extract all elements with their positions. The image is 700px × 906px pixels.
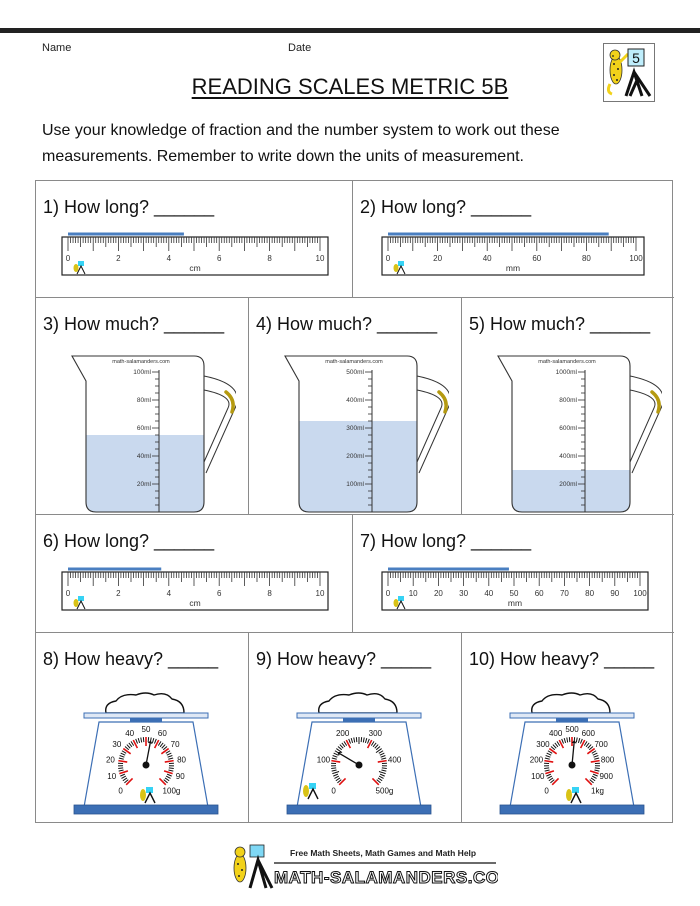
svg-text:10: 10 — [315, 254, 325, 263]
svg-text:50: 50 — [141, 725, 151, 734]
svg-text:800: 800 — [600, 755, 615, 765]
name-label: Name — [42, 42, 72, 54]
svg-text:cm: cm — [189, 263, 201, 273]
svg-text:100g: 100g — [162, 786, 181, 796]
question-1 — [36, 181, 353, 298]
svg-text:0: 0 — [65, 589, 71, 598]
svg-text:MATH-SALAMANDERS.COM: MATH-SALAMANDERS.COM — [274, 868, 498, 887]
svg-text:30: 30 — [459, 589, 469, 598]
scale-pan — [510, 713, 634, 718]
svg-text:cm: cm — [189, 598, 201, 608]
svg-text:8: 8 — [267, 254, 272, 263]
ruler-mm — [380, 566, 650, 612]
svg-text:70: 70 — [170, 739, 180, 749]
svg-text:30: 30 — [112, 739, 122, 749]
svg-text:200: 200 — [335, 728, 350, 738]
svg-text:200ml: 200ml — [346, 453, 364, 460]
svg-text:8: 8 — [267, 589, 272, 598]
salamander-icon — [234, 847, 246, 882]
question-prompt: 4) How much? ______ — [256, 314, 438, 334]
question-prompt: 6) How long? ______ — [43, 531, 215, 551]
svg-text:20ml: 20ml — [136, 481, 151, 488]
svg-text:0: 0 — [385, 254, 391, 263]
question-prompt: 2) How long? ______ — [360, 197, 532, 217]
svg-text:0: 0 — [65, 254, 71, 263]
svg-text:20: 20 — [433, 589, 443, 598]
svg-text:20: 20 — [433, 254, 443, 263]
question-prompt: 3) How much? ______ — [43, 314, 225, 334]
svg-text:6: 6 — [216, 254, 222, 263]
question-4 — [249, 298, 462, 515]
scale-pan — [297, 713, 421, 718]
measuring-jug — [56, 350, 236, 514]
svg-text:300: 300 — [368, 728, 383, 738]
question-2 — [353, 181, 674, 298]
question-prompt: 1) How long? ______ — [43, 197, 215, 217]
svg-text:700: 700 — [594, 739, 608, 749]
svg-text:40: 40 — [484, 589, 494, 598]
ruler-cm — [60, 231, 330, 277]
question-prompt: 9) How heavy? _____ — [256, 649, 432, 669]
svg-text:100: 100 — [531, 772, 545, 782]
svg-text:500ml: 500ml — [346, 369, 364, 376]
ruler-cm — [60, 566, 330, 612]
svg-text:400ml: 400ml — [559, 453, 577, 460]
scale-base — [287, 805, 431, 814]
svg-text:400: 400 — [387, 755, 402, 765]
svg-text:500g: 500g — [375, 786, 394, 796]
svg-text:math-salamanders.com: math-salamanders.com — [325, 359, 383, 365]
svg-text:0: 0 — [544, 786, 549, 796]
question-6 — [36, 515, 353, 633]
svg-text:6: 6 — [216, 589, 222, 598]
weighed-object — [319, 693, 397, 713]
salamander-icon — [608, 50, 628, 94]
scale-pan — [84, 713, 208, 718]
svg-text:800ml: 800ml — [559, 397, 577, 404]
instructions: Use your knowledge of fraction and the number system to work out these measurements. Remember to write down the units of measurement. — [42, 122, 560, 165]
question-10 — [462, 633, 674, 822]
svg-text:0: 0 — [118, 786, 123, 796]
svg-text:2: 2 — [116, 589, 121, 598]
svg-text:100: 100 — [316, 755, 331, 765]
date-label: Date — [288, 42, 312, 54]
weighed-object — [106, 693, 184, 713]
svg-text:10: 10 — [315, 589, 325, 598]
page-title: READING SCALES METRIC 5B — [191, 74, 509, 99]
svg-text:60: 60 — [534, 589, 544, 598]
svg-text:math-salamanders.com: math-salamanders.com — [538, 359, 596, 365]
svg-text:500: 500 — [565, 725, 579, 734]
svg-text:100: 100 — [633, 589, 647, 598]
measuring-jug — [482, 350, 662, 514]
svg-text:mm: mm — [505, 263, 521, 273]
question-9 — [249, 633, 462, 822]
question-8 — [36, 633, 249, 822]
svg-text:Free Math Sheets, Math Games a: Free Math Sheets, Math Games and Math Help — [290, 848, 477, 858]
svg-text:90: 90 — [175, 772, 185, 782]
svg-text:600: 600 — [581, 728, 596, 738]
weighing-scale — [279, 683, 439, 815]
svg-text:10: 10 — [408, 589, 418, 598]
svg-text:mm: mm — [507, 598, 523, 608]
question-5 — [462, 298, 674, 515]
scale-base — [500, 805, 644, 814]
svg-text:5: 5 — [632, 50, 640, 66]
ruler-mm — [380, 231, 646, 277]
footer-brand — [228, 842, 498, 892]
svg-text:1000ml: 1000ml — [555, 369, 577, 376]
svg-text:100: 100 — [629, 254, 643, 263]
liquid-level — [299, 421, 417, 512]
svg-text:400: 400 — [548, 728, 563, 738]
svg-text:400ml: 400ml — [346, 397, 364, 404]
svg-text:100ml: 100ml — [133, 369, 151, 376]
liquid-level — [512, 470, 630, 512]
worksheet-grid — [35, 180, 673, 823]
svg-text:40: 40 — [125, 728, 135, 738]
svg-text:90: 90 — [610, 589, 620, 598]
svg-text:0: 0 — [385, 589, 391, 598]
svg-text:60: 60 — [532, 254, 542, 263]
svg-text:40: 40 — [482, 254, 492, 263]
question-prompt: 10) How heavy? _____ — [469, 649, 655, 669]
weighed-object — [532, 693, 610, 713]
top-rule — [0, 28, 700, 33]
svg-text:2: 2 — [116, 254, 121, 263]
svg-text:20: 20 — [105, 755, 115, 765]
svg-text:math-salamanders.com: math-salamanders.com — [112, 359, 170, 365]
svg-text:1kg: 1kg — [591, 786, 604, 796]
question-3 — [36, 298, 249, 515]
svg-text:100ml: 100ml — [346, 481, 364, 488]
svg-text:60ml: 60ml — [136, 425, 151, 432]
question-prompt: 7) How long? ______ — [360, 531, 532, 551]
svg-text:900: 900 — [599, 772, 613, 782]
svg-text:4: 4 — [166, 589, 172, 598]
svg-text:60: 60 — [157, 728, 167, 738]
svg-text:200: 200 — [529, 755, 544, 765]
liquid-level — [86, 435, 204, 512]
svg-text:70: 70 — [559, 589, 569, 598]
question-prompt: 5) How much? ______ — [469, 314, 651, 334]
measuring-jug — [269, 350, 449, 514]
svg-text:80: 80 — [585, 589, 595, 598]
svg-text:300: 300 — [536, 739, 550, 749]
svg-text:40ml: 40ml — [136, 453, 151, 460]
svg-text:80: 80 — [177, 755, 187, 765]
svg-text:80ml: 80ml — [136, 397, 151, 404]
svg-text:10: 10 — [107, 772, 117, 782]
svg-text:200ml: 200ml — [559, 481, 577, 488]
svg-text:600ml: 600ml — [559, 425, 577, 432]
question-prompt: 8) How heavy? _____ — [43, 649, 219, 669]
weighing-scale — [66, 683, 226, 815]
question-7 — [353, 515, 674, 633]
svg-text:0: 0 — [331, 786, 336, 796]
svg-text:80: 80 — [581, 254, 591, 263]
weighing-scale — [492, 683, 652, 815]
svg-text:300ml: 300ml — [346, 425, 364, 432]
scale-base — [74, 805, 218, 814]
svg-text:4: 4 — [166, 254, 172, 263]
salamander-logo — [603, 43, 655, 102]
svg-text:50: 50 — [509, 589, 519, 598]
